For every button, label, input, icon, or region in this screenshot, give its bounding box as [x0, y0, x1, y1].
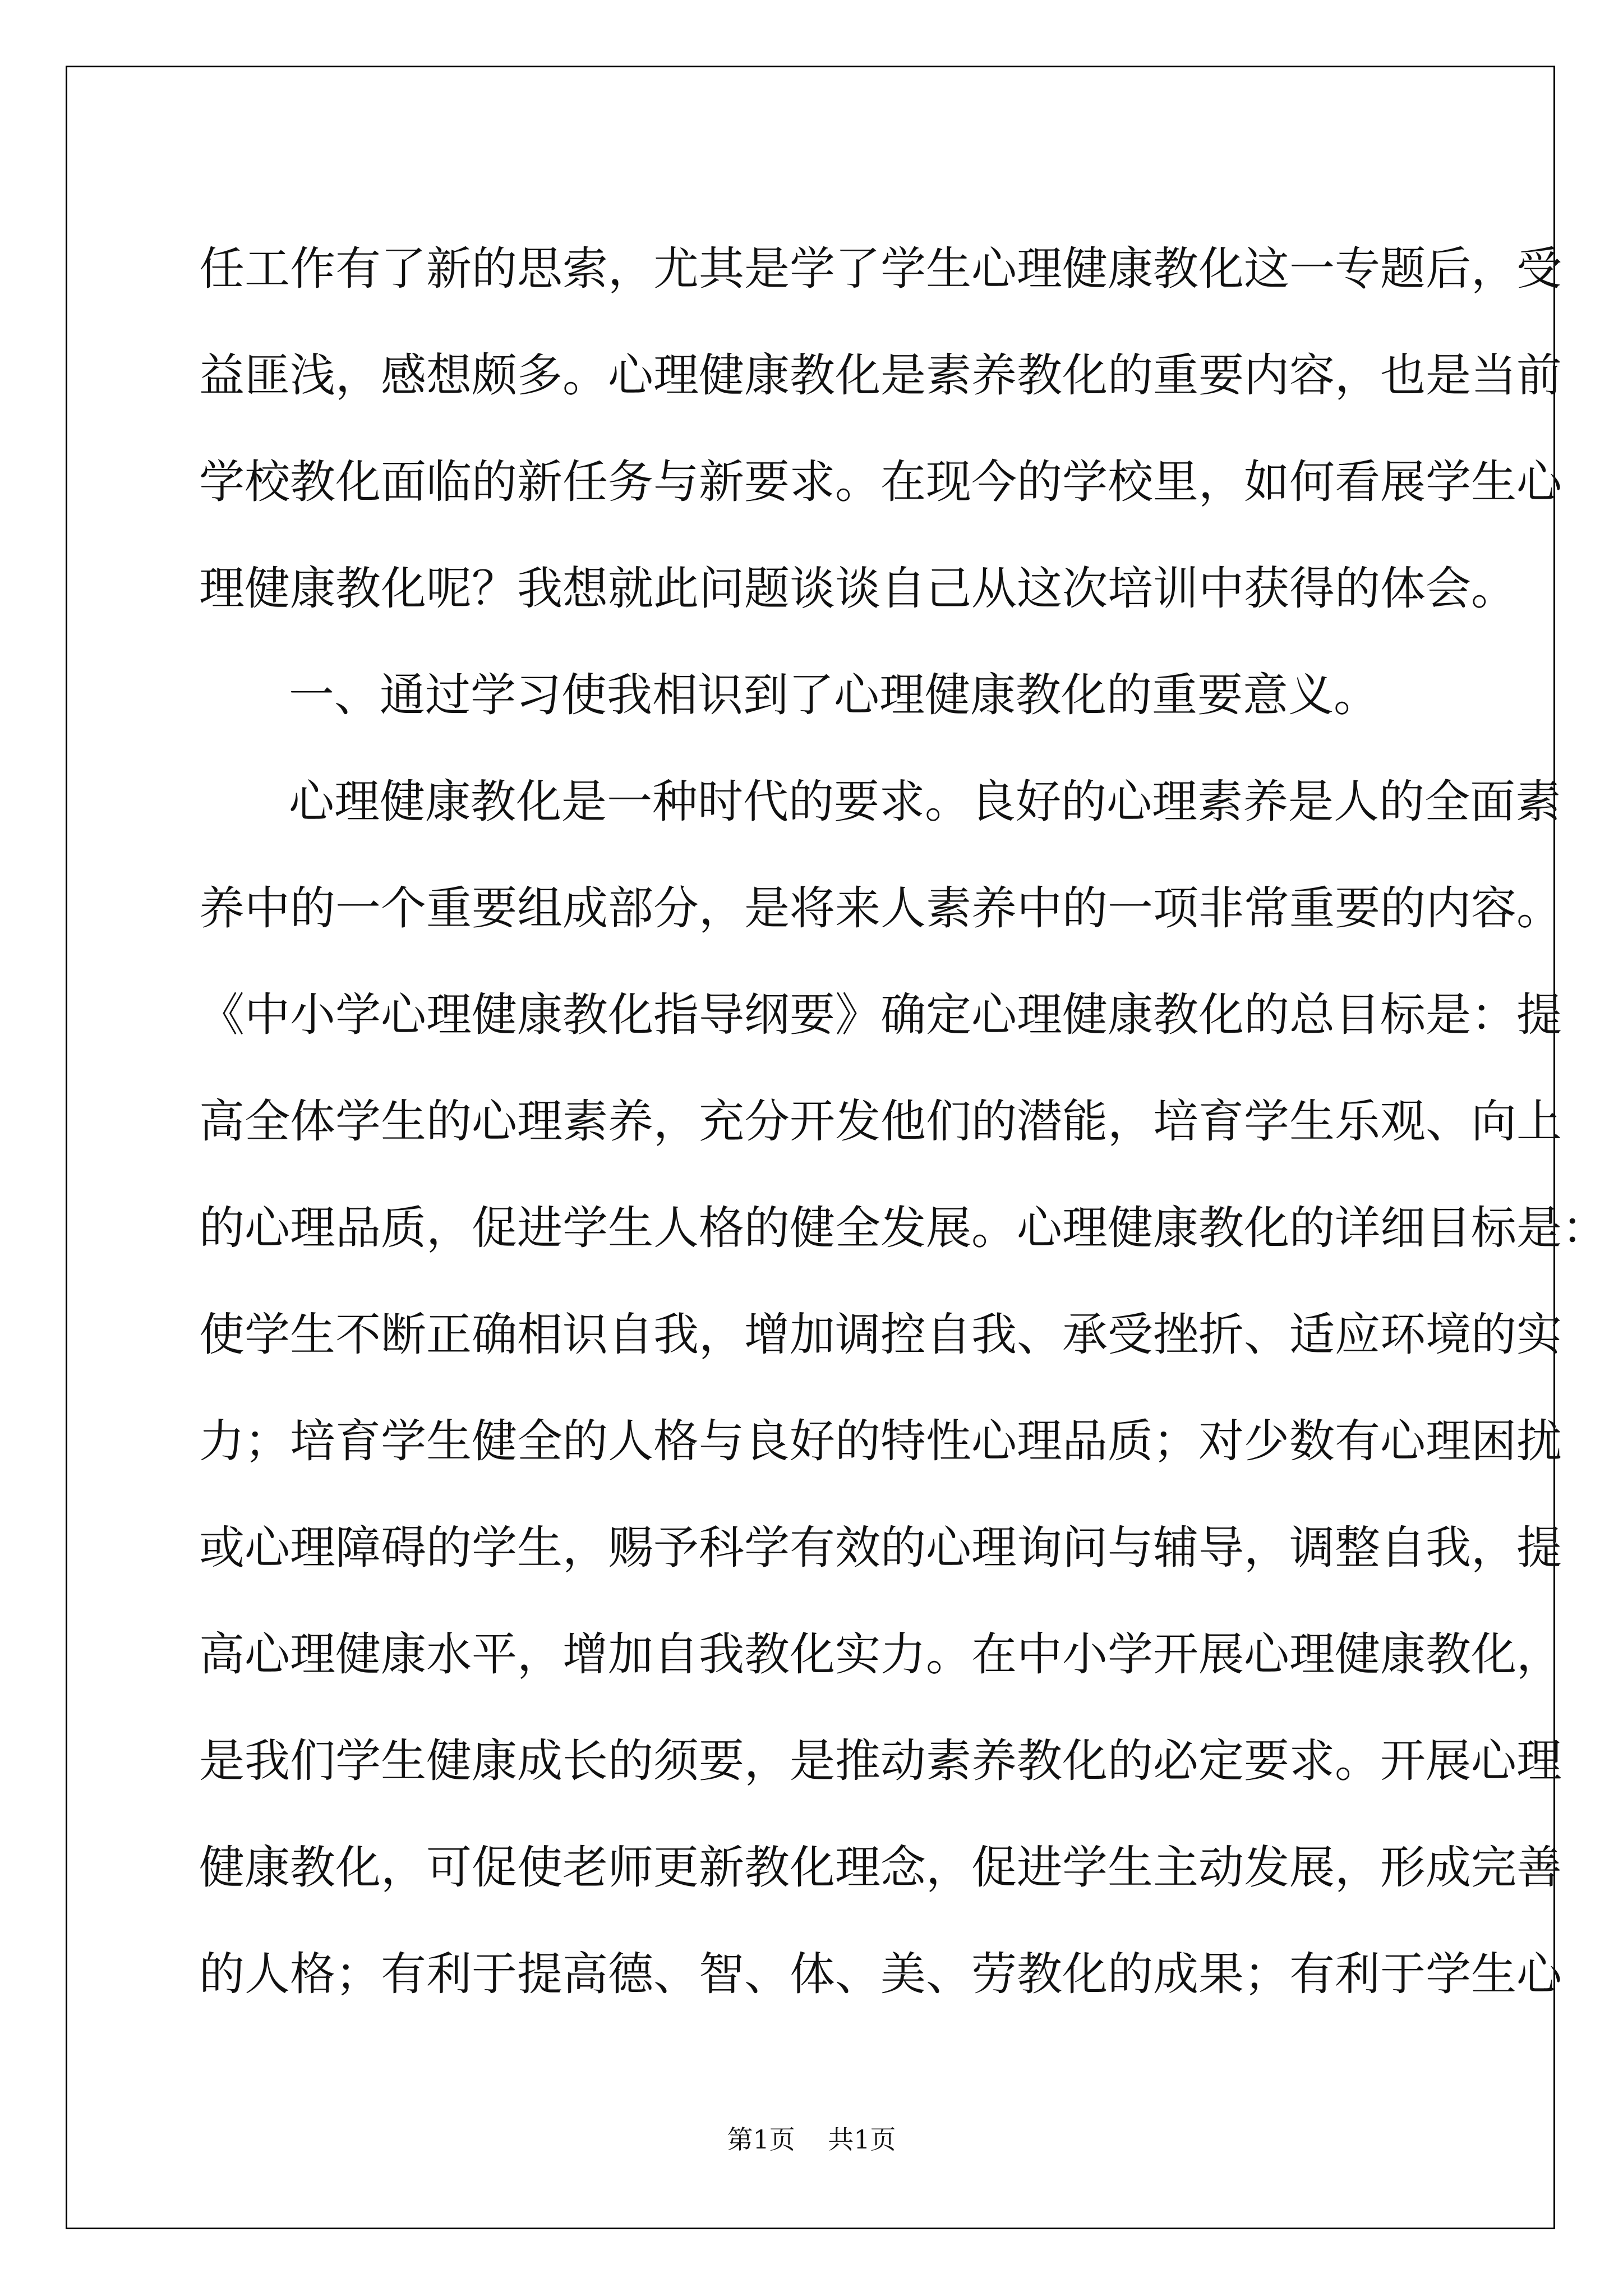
text-line: 高心理健康水平，增加自我教化实力。在中小学开展心理健康教化，	[199, 1628, 1562, 1681]
text-line: 益匪浅，感想颇多。心理健康教化是素养教化的重要内容，也是当前	[199, 349, 1562, 402]
text-line: 任工作有了新的思索，尤其是学了学生心理健康教化这一专题后，受	[199, 243, 1562, 296]
text-line: 心理健康教化是一种时代的要求。良好的心理素养是人的全面素	[289, 776, 1561, 829]
document-body	[199, 216, 1608, 2028]
text-line: 学校教化面临的新任务与新要求。在现今的学校里，如何看展学生心	[199, 456, 1562, 509]
text-line: 养中的一个重要组成部分，是将来人素养中的一项非常重要的内容。	[199, 882, 1562, 935]
text-line: 的人格；有利于提高德、智、体、美、劳教化的成果；有利于学生心	[199, 1948, 1562, 2001]
text-line: 《中小学心理健康教化指导纲要》确定心理健康教化的总目标是：提	[199, 989, 1562, 1042]
text-line: 或心理障碍的学生，赐予科学有效的心理询问与辅导，调整自我，提	[199, 1522, 1562, 1575]
text-line: 理健康教化呢？我想就此问题谈谈自己从这次培训中获得的体会。	[199, 563, 1517, 615]
text-line: 健康教化，可促使老师更新教化理念，促进学生主动发展，形成完善	[199, 1842, 1562, 1894]
text-line: 高全体学生的心理素养，充分开发他们的潜能，培育学生乐观、向上	[199, 1096, 1562, 1148]
page-number-footer: 第1页 共1页	[727, 2124, 896, 2155]
text-line: 是我们学生健康成长的须要，是推动素养教化的必定要求。开展心理	[199, 1735, 1562, 1788]
text-line: 力；培育学生健全的人格与良好的特性心理品质；对少数有心理困扰	[199, 1415, 1562, 1468]
text-line: 的心理品质，促进学生人格的健全发展。心理健康教化的详细目标是：	[199, 1202, 1608, 1255]
section-heading: 一、通过学习使我相识到了心理健康教化的重要意义。	[289, 669, 1380, 722]
text-line: 使学生不断正确相识自我，增加调控自我、承受挫折、适应环境的实	[199, 1309, 1562, 1361]
